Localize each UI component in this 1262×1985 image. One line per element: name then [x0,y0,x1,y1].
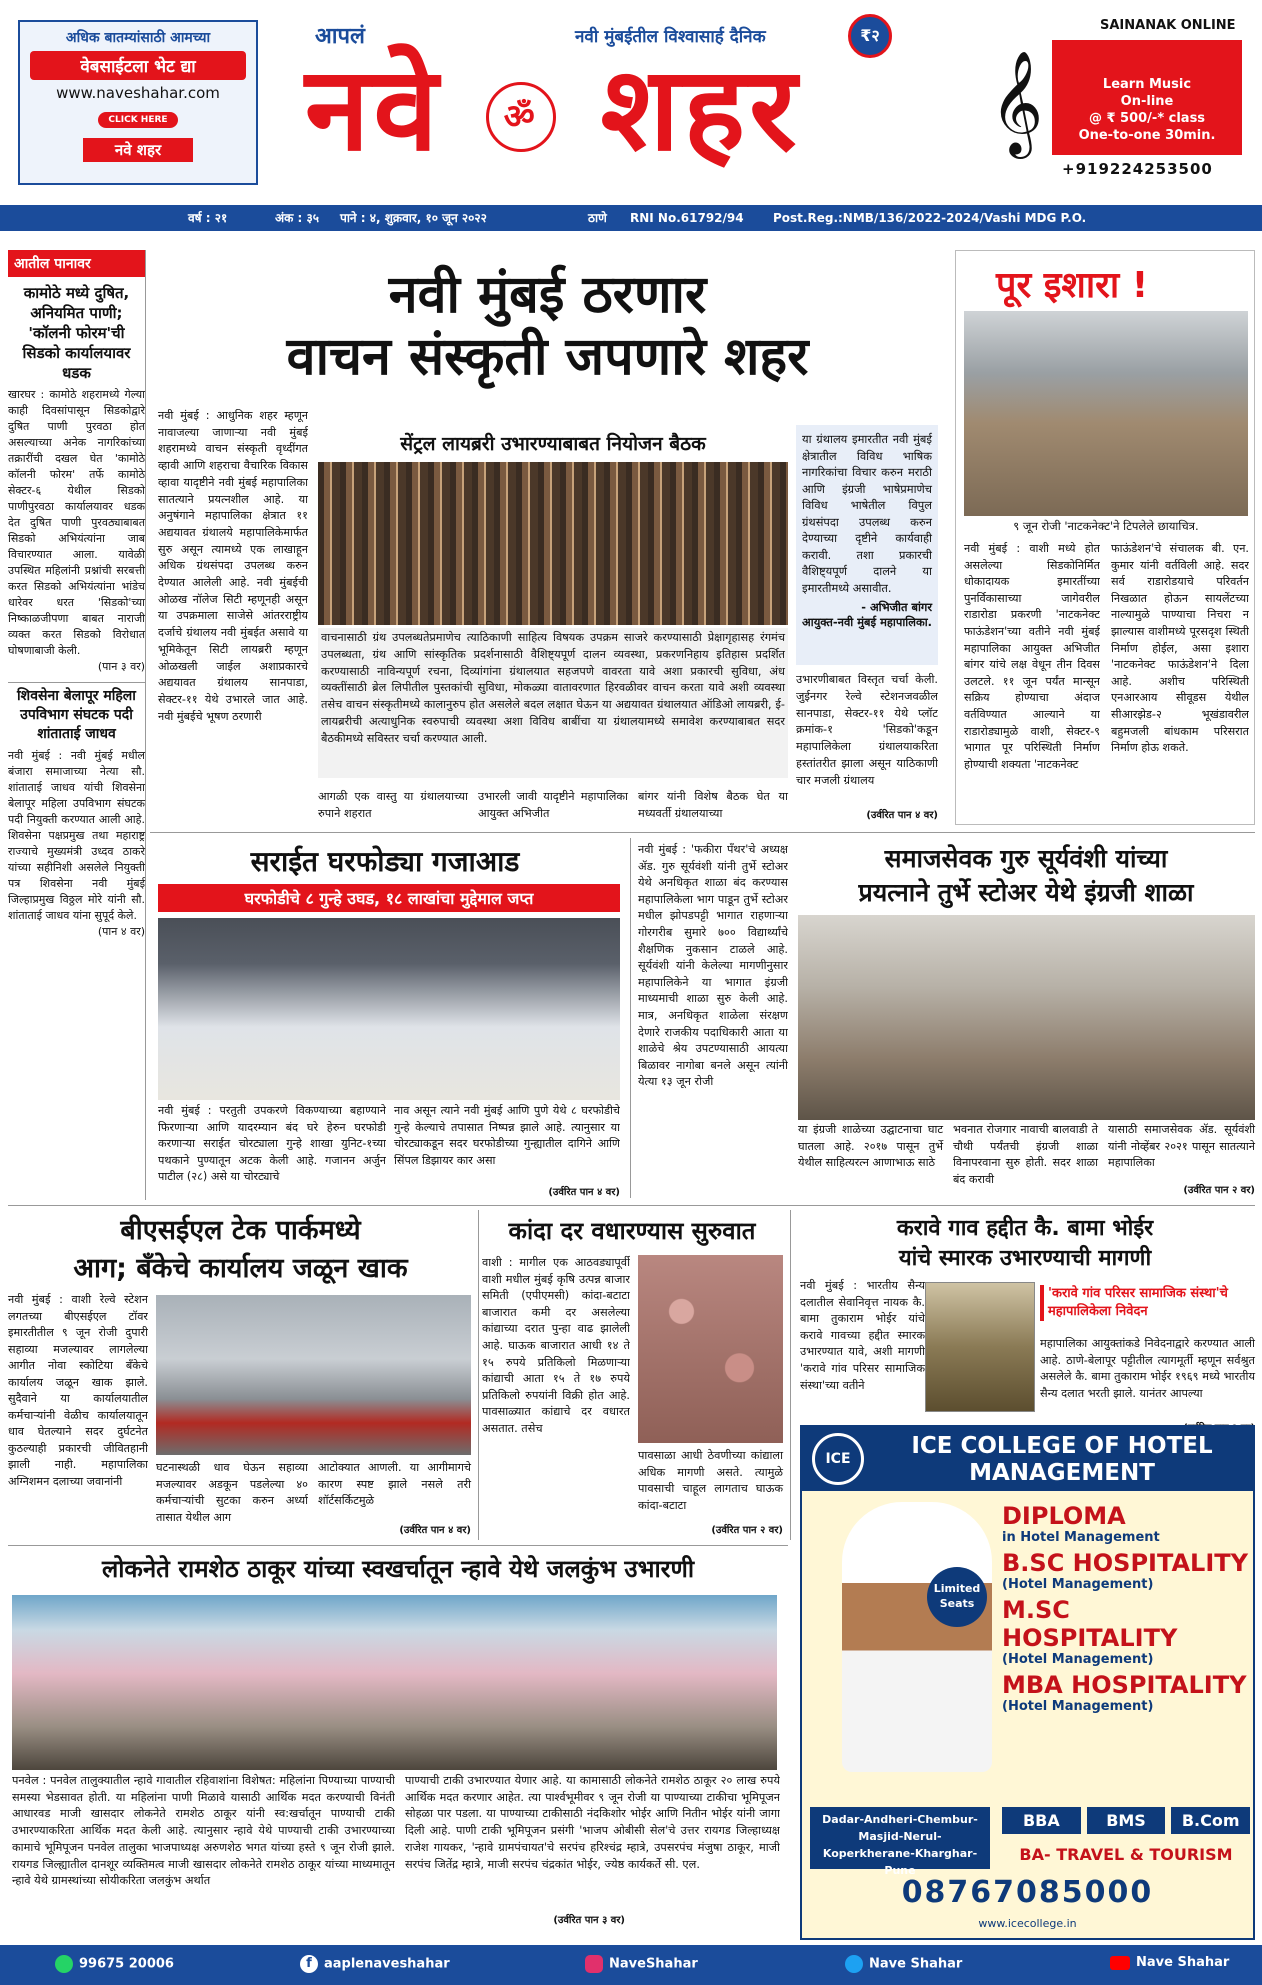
bsel-col2b: आटोक्यात आणली. या आगीमागचे कारण स्पष्ट झाले नसले तरी शॉर्टसर्किटमुळे [318,1461,471,1507]
onion-col2: पावसाळा आधी ठेवणीच्या कांद्याला अधिक मागणी असते. त्यामुळे पावसाची चाहूल लागताच घाऊक कांदा-बटाटा [638,1449,783,1512]
karave-highlight: 'करावे गांव परिसर सामाजिक संस्था'चे महापालिकेला निवेदन [1040,1285,1255,1321]
ice-college-ad[interactable] [800,1425,1255,1940]
course-sub: in Hotel Management [1002,1530,1160,1545]
ice-phone[interactable]: 08767085000 [901,1875,1154,1910]
divider-row3 [8,1545,788,1546]
ice-pills [1002,1807,1250,1834]
ice-courses [1002,1502,1250,1714]
flood-caption: ९ जून रोजी 'नाटकनेक्ट'ने टिपलेले छायाचित्र. [1013,519,1199,533]
lead-headline [150,264,945,388]
sidebar-divider [8,682,145,683]
bsel-cont: (उर्वरित पान ४ वर) [399,1525,471,1536]
school-headline [795,842,1257,910]
course-name: M.SC HOSPITALITY [1002,1596,1178,1652]
footer-instagram[interactable] [585,1955,698,1973]
whatsapp-number: 99675 20006 [79,1956,174,1972]
ice-title2: MANAGEMENT [969,1460,1155,1486]
library-photo [318,462,788,625]
theft-col1: नवी मुंबई : परतुती उपकरणे विकण्याच्या बहाण्याने फिरणाऱ्या आणि यादरम्यान बंद घरे हेरुन घरफोडी करणाऱ्या सराईत चोरट्याला गुन्हे शाखा युनिट-१च्या पथकाने पुण्यातून अटक केली आहे. गजानन अर्जुन पाटील (२८) असे या चोरट्याचे [158,1104,386,1183]
bsel-headline [8,1212,473,1288]
lead-subhead: सेंट्रल लायब्ररी उभारण्याबाबत नियोजन बैठक [400,433,706,455]
flood-col1: नवी मुंबई : वाशी मध्ये होत असलेल्या सिडकोनिर्मित धोकादायक इमारतींच्या पुनर्विकासाच्या जागेवरील राडारोडा प्रकरणी 'नाटकनेक्ट फाऊंडेशन'च्या वतीने नवी मुंबई महापालिका आयुक्त अभिजीत बांगर यांचे लक्ष वेधून तीन दिवस उलटले. ११ जून पर्यंत मान्सून सक्रिय होण्याचा अंदाज वर्तविण्यात आल्याने या राडारोड्यामुळे वाशी, सेक्टर-९ भागात पूर परिस्थिती निर्माण होण्याची शक्यता 'नाटकनेक्ट [964,542,1100,771]
library-caption: वाचनासाठी ग्रंथ उपलब्धतेप्रमाणेच त्याठिकाणी साहित्य विषयक उपक्रम साजरे करण्यासाठी प्रेक्षागृहासह रंगमंच उपलब्धता, ग्रंथ आणि सांस्कृतिक प्रदर्शनासाठी वैशिष्ट्यपूर्ण दालन व्यवस्था, प्रकरणनिहाय इतिहास प्रदर्शित करण्यासाठी नाविन्यपूर्ण रचना, दिव्यांगांना ग्रंथालयात सहजपणे वावरता यावे अशा प्रकारची सुविधा, अंध व्यक्तींसाठी ब्रेल लिपीतील पुस्तकांची सुविधा, मोकळ्या वातावरणात हिरवळीवर वाचन करता यावे अशी व्यवस्था तसेच वाचन संस्कृतीमध्ये कालानुरुप होत असलेले बदल लक्षात घेऊन या अद्ययावत ग्रंथालयात ऑडिओ लायब्ररी, ई-लायब्ररीची अत्याधुनिक स्वरुपाची व्यवस्था अशा विविध बाबींचा या ग्रंथालयामध्ये समावेश करण्याबाबत सदर बैठकीमध्ये सविस्तर चर्चा करण्यात आली. [318,628,788,778]
lead-bottom-b: उभारली जावी यादृष्टीने महापालिका आयुक्त अभिजीत [478,790,628,820]
karave-headline-line1: करावे गाव हद्दीत कै. बामा भोईर [896,1216,1154,1241]
ice-logo: ICE [812,1433,864,1485]
sidebar-story2-body: नवी मुंबई : नवी मुंबई मधील बंजारा समाजाच्या नेत्या सौ. शांताताई जाधव यांची शिवसेना बेलापूर महिला उपविभाग संघटक पदी नियुक्ती करण्यात आली आहे. शिवसेना पक्षप्रमुख तथा महाराष्ट्र राज्याचे मुख्यमंत्री उध्दव ठाकरे यांच्या सहीनिशी असलेले नियुक्ती पत्र शिवसेना नवी मुंबई जिल्हाप्रमुख विठ्ठल मोरे यांनी सौ. शांताताई जाधव यांना सुपूर्द केले. [8,749,145,922]
lead-col3: उभारणीबाबत विस्तृत चर्चा केली. जुईनगर रेल्वे स्टेशनजवळील सानपाडा, सेक्टर-११ येथे प्लॉट क्रमांक-१ 'सिडको'कडून महापालिकेला ग्रंथालयाकरिता हस्तांतरीत झाला असून याठिकाणी चार मजली ग्रंथालय [796,673,938,787]
dateline-bar [0,205,1262,231]
course-msc [1002,1596,1250,1667]
ice-locations: Dadar-Andheri-Chembur-Masjid-Nerul-Koperkherane-Kharghar-Pune [810,1807,990,1869]
course-bsc [1002,1549,1250,1592]
chef-figure [842,1502,992,1772]
school-headline-line2: प्रयत्नाने तुर्भे स्टोअर येथे इंग्रजी शाळा [858,878,1194,907]
course-sub: (Hotel Management) [1002,1652,1154,1667]
instagram-handle: NaveShahar [609,1956,698,1972]
website-ad-brand: नवे शहर [83,138,193,162]
commissioner-quote [796,425,938,665]
newspaper-title [305,40,801,180]
middle-divider [630,838,631,1198]
ice-ad-header [802,1427,1253,1491]
price-badge [848,14,892,58]
ramsheth-headline: लोकनेते रामशेठ ठाकूर यांच्या स्वखर्चातून न्हावे येथे जलकुंभ उभारणी [101,1555,695,1583]
whatsapp-icon [55,1955,73,1973]
middle-story-body: नवी मुंबई : 'फकीरा पँथर'चे अध्यक्ष ॲड. गुरु सूर्यवंशी यांनी तुर्भे स्टोअर येथे अनधिकृत शाळा बंद करण्यास महापालिकेला भाग पाडून तुर्भे स्टोअर मधील झोपडपट्टी भागात राहणाऱ्या गोरगरीब सुमारे ७०० विद्यार्थ्यांचे शैक्षणिक नुकसान टाळले आहे. सूर्यवंशी यांनी केलेल्या मागणीनुसार महापालिकेने या भागात इंग्रजी माध्यमाची शाळा सुरु केली आहे. मात्र, अनधिकृत शाळेला संरक्षण देणारे राजकीय पदाधिकारी आता या शाळेचे श्रेय उपटण्यासाठी आयत्या बिळावर नागोबा बनले असून त्यांनी येत्या १३ जून रोजी [638,843,788,1089]
theft-cont: (उर्वरित पान ४ वर) [548,1187,620,1198]
ice-site[interactable]: www.icecollege.in [978,1917,1077,1930]
footer-whatsapp[interactable] [55,1955,174,1973]
ganesha-logo: ॐ [486,82,556,152]
quote-by-title: आयुक्त-नवी मुंबई महापालिका. [802,615,932,629]
course-name: B.SC HOSPITALITY [1002,1549,1249,1577]
sidebar-story1-body: खारघर : कामोठे शहरामध्ये गेल्या काही दिवसांपासून सिडकोद्वारे दुषित पाणी पुरवठा होत असल्याच्या अनेक नागरिकांच्या तक्रारींची दखल घेत 'कामोठे कॉलनी फोरम' तर्फे कामोठे सेक्टर-६ येथील सिडको पाणीपुरवठा कार्यालयावर धडक देत दुषित पाणी पुरवठ्याबाबत सिडको अभियंत्यांना जाब विचारण्यात आला. यावेळी उपस्थित महिलांनी प्रश्नांची सरबत्ती करत सिडको अभियंत्यांना भांडेच धारेवर धरत 'सिडको'च्या निष्काळजीपणा बाबत नाराजी व्यक्त करत सिडको विरोधात घोषणाबाजी केली. [8,388,145,657]
school-col3: यासाठी समाजसेवक ॲड. सूर्यवंशी यांनी नोव्हेंबर २०२१ पासून सातत्याने महापालिका [1108,1123,1255,1169]
course-sub: (Hotel Management) [1002,1577,1154,1592]
dateline-city: ठाणे [588,211,607,225]
divider-row2 [8,1205,1255,1206]
onion-col1: वाशी : मागील एक आठवड्यापूर्वी वाशी मधील मुंबई कृषि उत्पन्न बाजार समिती (एपीएमसी) कांदा-बटाटा बाजारात कमी दर असलेल्या कांद्याच्या दरात पुन्हा वाढ झालेली आहे. घाऊक बाजारात आधी १४ ते १५ रुपये प्रतिकिलो मिळणाऱ्या कांद्याची आता १५ ते १७ रुपये प्रतिकिलो रुपयांनी विक्री होत आहे. पावसाळ्यात कांद्याचे दर वधारत असतात. तसेच [482,1256,630,1435]
music-ad-phone: +919224253500 [1062,160,1213,178]
twitter-icon [845,1955,863,1973]
course-name: DIPLOMA [1002,1502,1126,1530]
click-here-button[interactable]: CLICK HERE [98,112,177,128]
ramsheth-cont: (उर्वरित पान ३ वर) [553,1915,625,1926]
theft-col2: नाव असून त्याने नवी मुंबई आणि पुणे येथे ८ घरफोडीचे गुन्हे केल्याचे तपासात निष्पन्न झाले आहे. त्यानुसार या चोरट्याकडून सदर घरफोडीच्या गुन्ह्यातील दागिने आणि सिंपल डिझायर कार असा [394,1104,620,1167]
flood-box [955,250,1255,825]
ice-ba: BA- TRAVEL & TOURISM [1019,1845,1233,1864]
karave-body: नवी मुंबई : भारतीय सैन्य दलातील सेवानिवृत्त नायक कै. बामा तुकाराम भोईर यांचे करावे गावच्या हद्दीत स्मारक उभारण्यात यावे, अशी मागणी 'करावे गांव परिसर सामाजिक संस्था'च्या वतीने [800,1279,925,1392]
flood-col2: फाऊंडेशन'चे संचालक बी. एन. कुमार यांनी वर्तविली आहे. सदर सर्व राडारोडयाचे परिवर्तन निखळात होऊन सायलेंटच्या नाल्यामुळे पाण्याचा निचरा न झाल्यास वाशीमध्ये पूरसदृश स्थिती निर्माण होईल, असा इशारा 'नाटकनेक्ट फाऊंडेशन'ने दिला आहे. अशीच परिस्थिती एनआरआय सीवूडस येथील सीआरझेड-२ भूखंडावरील बहुमजली बांधकाम परिसरात निर्माण होऊ शकते. [1111,542,1249,755]
sidebar-label: आतील पानावर [8,250,145,277]
facebook-icon: f [300,1955,318,1973]
footer-youtube[interactable] [1110,1955,1229,1970]
bsel-col1: नवी मुंबई : वाशी रेल्वे स्टेशन लगतच्या बीएसईएल टॉवर इमारतीतील ९ जून रोजी दुपारी सहाव्या मजल्यावर लागलेल्या आगीत नोवा स्कोटिया बँकेचे कार्यालय जळून खाक झाले. सुदैवाने या कार्यालयातील कर्मचाऱ्यांनी वेळीच कार्यालयातून धाव घेतल्याने सदर दुर्घटनेत कुठल्याही प्रकारची जीवितहानी झाली नाही. महापालिका अग्निशमन दलाच्या जवानांनी [8,1293,148,1488]
onion-divider [478,1210,479,1540]
music-ad-line1: Learn Music [1102,77,1192,92]
bsel-headline-line2: आग; बँकेचे कार्यालय जळून खाक [73,1253,408,1284]
instagram-icon [585,1955,603,1973]
course-diploma [1002,1502,1250,1545]
bsel-headline-line1: बीएसईएल टेक पार्कमध्ये [120,1215,361,1246]
footer-facebook[interactable] [300,1955,450,1973]
pill-bba: BBA [1002,1807,1081,1834]
music-ad-line4: One-to-one 30min. [1078,128,1216,143]
course-name: MBA HOSPITALITY [1002,1671,1247,1699]
website-ad[interactable] [18,20,258,185]
sidebar-story1-title: कामोठे मध्ये दुषित, अनियमित पाणी; 'कॉलनी फोरम'ची सिडको कार्यालयावर धडक [22,284,131,382]
music-note-icon: 𝄞 [990,50,1044,155]
price: ₹२ [860,26,880,45]
theft-photo [158,918,620,1100]
onion-photo [638,1255,783,1443]
lead-headline-line1: नवी मुंबई ठरणार [388,265,707,325]
lead-headline-line2: वाचन संस्कृती जपणारे शहर [286,327,809,387]
karave-headline-line2: यांचे स्मारक उभारण्याची मागणी [898,1246,1152,1271]
karave-body2: महापालिका आयुक्तांकडे निवेदनाद्वारे करण्यात आली आहे. ठाणे-बेलापूर पट्टीतील त्यागमूर्ती म्हणून सर्वश्रुत असलेले कै. बामा तुकाराम भोईर १९६९ मध्ये भारतीय सैन्य दलात भरती झाले. यानंतर आपल्या [1040,1337,1255,1400]
divider-row1 [150,832,1255,833]
lead-bottom-c: बांगर यांनी विशेष बैठक घेत या मध्यवर्ती ग्रंथालयाच्या [638,790,788,820]
school-headline-line1: समाजसेवक गुरु सूर्यवंशी यांच्या [884,844,1168,873]
quote-by-name: - अभिजीत बांगर [861,600,932,614]
music-ad-box [1052,40,1242,155]
pill-bcom: B.Com [1171,1807,1250,1834]
music-ad-name: SAINANAK ONLINE [1100,18,1236,33]
website-ad-line1: अधिक बातम्यांसाठी आमच्या [65,30,211,46]
lead-bottom-a: आगळी एक वास्तु या ग्रंथालयाच्या रुपाने शहरात [318,790,468,820]
website-ad-line2: वेबसाईटला भेट द्या [30,51,246,80]
dateline-rni: RNI No.61792/94 [630,211,744,225]
school-photo [798,915,1255,1120]
onion-cont: (उर्वरित पान २ वर) [711,1525,783,1536]
ramsheth-col2: पाण्याची टाकी उभारण्यात येणार आहे. या कामासाठी लोकनेते रामशेठ ठाकूर २० लाख रुपये आर्थिक मदत करणार आहेत. त्या पार्श्वभूमीवर ९ जून रोजी या पाण्याच्या टाकीचा भूमिपूजन सोहळा पार पडला. या पाण्याच्या टाकीसाठी नंदकिशोर भोईर आणि नितीन भोईर यांनी जागा दिली आहे. पाणी टाकी भूमिपूजन प्रसंगी 'भाजप ओबीसी सेल'चे उत्तर रायगड जिल्हाध्यक्ष राजेश गायकर, 'न्हावे ग्रामपंचायत'चे सरपंच हरिश्चंद्र म्हात्रे, उपसरपंच मंजुषा ठाकूर, माजी सरपंच जितेंद्र म्हात्रे, माजी सरपंच चंद्रकांत भोईर, ज्येष्ठ कार्यकर्ते सी. एल. [405,1774,780,1871]
title-part2: शहर [600,42,801,177]
website-ad-url: www.naveshahar.com [56,84,220,102]
onion-headline: कांदा दर वधारण्यास सुरुवात [508,1217,756,1245]
lead-col1: नवी मुंबई : आधुनिक शहर म्हणून नावाजल्या जाणाऱ्या नवी मुंबई शहरामध्ये वाचन संस्कृती वृध्दींगत व्हावी आणि शहराचा वैचारिक विकास व्हावा यादृष्टीने नवी मुंबई महापालिका सातत्याने प्रयत्नशील आहे. या अनुषंगाने महापालिका क्षेत्रात ११ अद्ययावत ग्रंथालये महापालिकेमार्फत सुरु असून त्यामध्ये एक लाखाहून अधिक ग्रंथसंपदा उपलब्ध करुन देण्यात आलेली आहे. नवी मुंबईची ओळख नॉलेज सिटी म्हणूनही असून या उपक्रमाला साजेसे आंतरराष्ट्रीय दर्जाचे ग्रंथालय नवी मुंबईत असावे या भूमिकेतून सिटी लायब्ररी म्हणून ओळखली जाईल अशाप्रकारचे अद्ययावत ग्रंथालय सानपाडा, सेक्टर-११ येथे उभारले जात आहे. नवी मुंबईचे भूषण ठरणारी [158,409,308,723]
ramsheth-photo [12,1595,777,1770]
limited-seats: Limited Seats [927,1567,987,1627]
soldier-photo [925,1282,1035,1412]
course-mba [1002,1671,1250,1714]
school-cont: (उर्वरित पान २ वर) [1183,1185,1255,1196]
music-ad[interactable] [990,18,1245,188]
dateline-issue: अंक : ३५ [275,211,320,225]
theft-headline: सराईत घरफोड्या गजाआड [250,845,520,878]
karave-divider [790,1210,791,1540]
course-sub: (Hotel Management) [1002,1699,1154,1714]
karave-headline [795,1214,1255,1274]
pre-title: आपलं [315,24,365,49]
sidebar-story2-cont: (पान ४ वर) [97,925,145,938]
sidebar [8,250,146,1200]
bsel-photo [156,1295,471,1455]
quote-text: या ग्रंथालय इमारतीत नवी मुंबई क्षेत्रातील विविध भाषिक नागरिकांचा विचार करुन मराठी आणि इंग्रजी भाषेप्रमाणेच विविध भाषेतील विपुल ग्रंथसंपदा उपलब्ध करुन देण्याच्या दृष्टीने कार्यवाही करावी. तशा प्रकारची वैशिष्ट्यपूर्ण दालने या इमारतीमध्ये असावीत. [802,432,932,595]
school-col2: भवनात रोजगार नावाची बालवाडी ते चौथी पर्यंतची इंग्रजी शाळा विनापरवाना सुरु होती. सदर शाळा बंद करावी [953,1123,1098,1186]
dateline-year: वर्ष : २१ [188,211,228,225]
ice-title1: ICE COLLEGE OF HOTEL [911,1433,1213,1459]
music-ad-line3: @ ₹ 500/-* class [1088,111,1206,126]
dateline-pages: पाने : ४, शुक्रवार, १० जून २०२२ [340,211,487,225]
flood-title: पूर इशारा ! [996,265,1149,306]
youtube-handle: Nave Shahar [1136,1955,1230,1970]
school-col1: या इंग्रजी शाळेच्या उद्घाटनाचा घाट घातला आहे. २०१७ पासून तुर्भे येथील साहित्यरत्न आणाभाऊ साठे [798,1123,943,1169]
dateline-postreg: Post.Reg.:NMB/136/2022-2024/Vashi MDG P.O. [773,211,1087,225]
flood-photo [964,311,1248,516]
tagline: नवी मुंबईतील विश्वासार्ह दैनिक [575,27,766,47]
lead-cont: (उर्वरित पान ४ वर) [866,810,938,821]
twitter-handle: Nave Shahar [869,1956,963,1972]
footer-bar [0,1945,1262,1985]
sidebar-story1-cont: (पान ३ वर) [97,660,145,673]
footer-twitter[interactable] [845,1955,962,1973]
sidebar-story2-title: शिवसेना बेलापूर महिला उपविभाग संघटक पदी शांताताई जाधव [17,688,136,742]
bsel-col2a: घटनास्थळी धाव घेऊन सहाव्या मजल्यावर अडकून पडलेल्या ४० कर्मचाऱ्यांची सुटका करुन अर्ध्या तासात येथील आग [156,1461,308,1524]
facebook-handle: aaplenaveshahar [324,1956,450,1972]
youtube-icon [1110,1956,1130,1970]
masthead [0,0,1262,205]
music-ad-line2: On-line [1120,94,1174,109]
title-part1: नवे [305,42,442,177]
ramsheth-col1: पनवेल : पनवेल तालुक्यातील न्हावे गावातील रहिवाशांना विशेषत: महिलांना पिण्याच्या पाण्याची समस्या भेडसावत होती. या महिलांना पाणी मिळावे यासाठी आर्थिक मदत करण्याची विनंती आधारवड माजी खासदार लोकनेते रामशेठ ठाकूर यांनी स्व:खर्चातून पाण्याची टाकी उभारण्याकरिता आर्थिक मदत केली आहे. त्यानुसार न्हावे येथे पाण्याची टाकी उभारण्याच्या कामाचे भूमिपूजन पनवेल तालुका भाजपाध्यक्ष अरुणशेठ भगत यांच्या हस्ते ९ जून रोजी झाले. रायगड जिल्ह्यातील दानशूर व्यक्तिमत्व माजी खासदार लोकनेते रामशेठ ठाकूर यांच्या माध्यमातून न्हावे येथे ग्रामस्थांच्या सोयीकरिता जलकुंभ अर्थात [12,1774,395,1888]
theft-banner: घरफोडीचे ८ गुन्हे उघड, १८ लाखांचा मुद्देमाल जप्त [158,884,620,912]
pill-bms: BMS [1087,1807,1166,1834]
